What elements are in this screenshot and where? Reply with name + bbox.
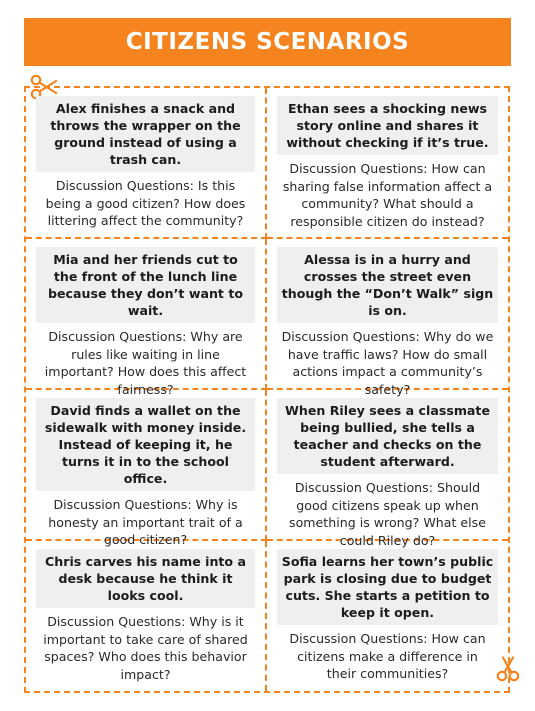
scenario-card — [26, 390, 267, 547]
scenario-text: Mia and her friends cut to the front of the lunch line because they don’t want to wait. — [36, 247, 255, 323]
discussion-questions: Discussion Questions: Why is honesty an important trait of a good citizen? — [48, 497, 243, 547]
scenario-text: Chris carves his name into a desk because he think it looks cool. — [36, 549, 255, 608]
discussion-questions: Discussion Questions: Should good citizens speak up when something is wrong? What else could Riley do? — [289, 480, 486, 548]
discussion-questions: Discussion Questions: How can sharing false information affect a community? What should a responsible citizen do instead? — [282, 161, 493, 229]
discussion-questions: Discussion Questions: Is this being a good citizen? How does littering affect the community? — [45, 178, 246, 228]
scenario-card — [26, 239, 267, 397]
scenario-text: David finds a wallet on the sidewalk with money inside. Instead of keeping it, he turns it in to the school office. — [36, 398, 255, 491]
discussion-questions: Discussion Questions: How can citizens make a difference in their communities? — [289, 631, 486, 681]
scenario-grid — [24, 86, 510, 693]
discussion-questions: Discussion Questions: Why are rules like waiting in line important? How does this affect fairness? — [44, 329, 247, 397]
scenario-card — [267, 390, 508, 548]
scenario-text: When Riley sees a classmate being bullied, she tells a teacher and checks on the student afterward. — [277, 398, 498, 474]
scenario-text: Sofia learns her town’s public park is closing due to budget cuts. She starts a petition to keep it open. — [277, 549, 498, 625]
scenario-text: Alessa is in a hurry and crosses the street even though the “Don’t Walk” sign is on. — [277, 247, 498, 323]
scenario-card — [267, 541, 508, 691]
title-banner — [24, 18, 511, 66]
scenario-text: Alex finishes a snack and throws the wrapper on the ground instead of using a trash can. — [36, 96, 255, 172]
scenario-card — [26, 88, 267, 239]
scenario-card — [267, 88, 508, 239]
scenario-card — [267, 239, 508, 397]
scissors-icon — [494, 656, 522, 682]
discussion-questions: Discussion Questions: Why do we have traffic laws? How do small actions impact a community’s safety? — [281, 329, 494, 397]
scenario-text: Ethan sees a shocking news story online and shares it without checking if it’s true. — [277, 96, 498, 155]
page-title: CITIZENS SCENARIOS — [125, 29, 410, 55]
discussion-questions: Discussion Questions: Why is it important to take care of shared spaces? Who does this behavior impact? — [43, 614, 248, 682]
scenario-card — [26, 541, 267, 691]
